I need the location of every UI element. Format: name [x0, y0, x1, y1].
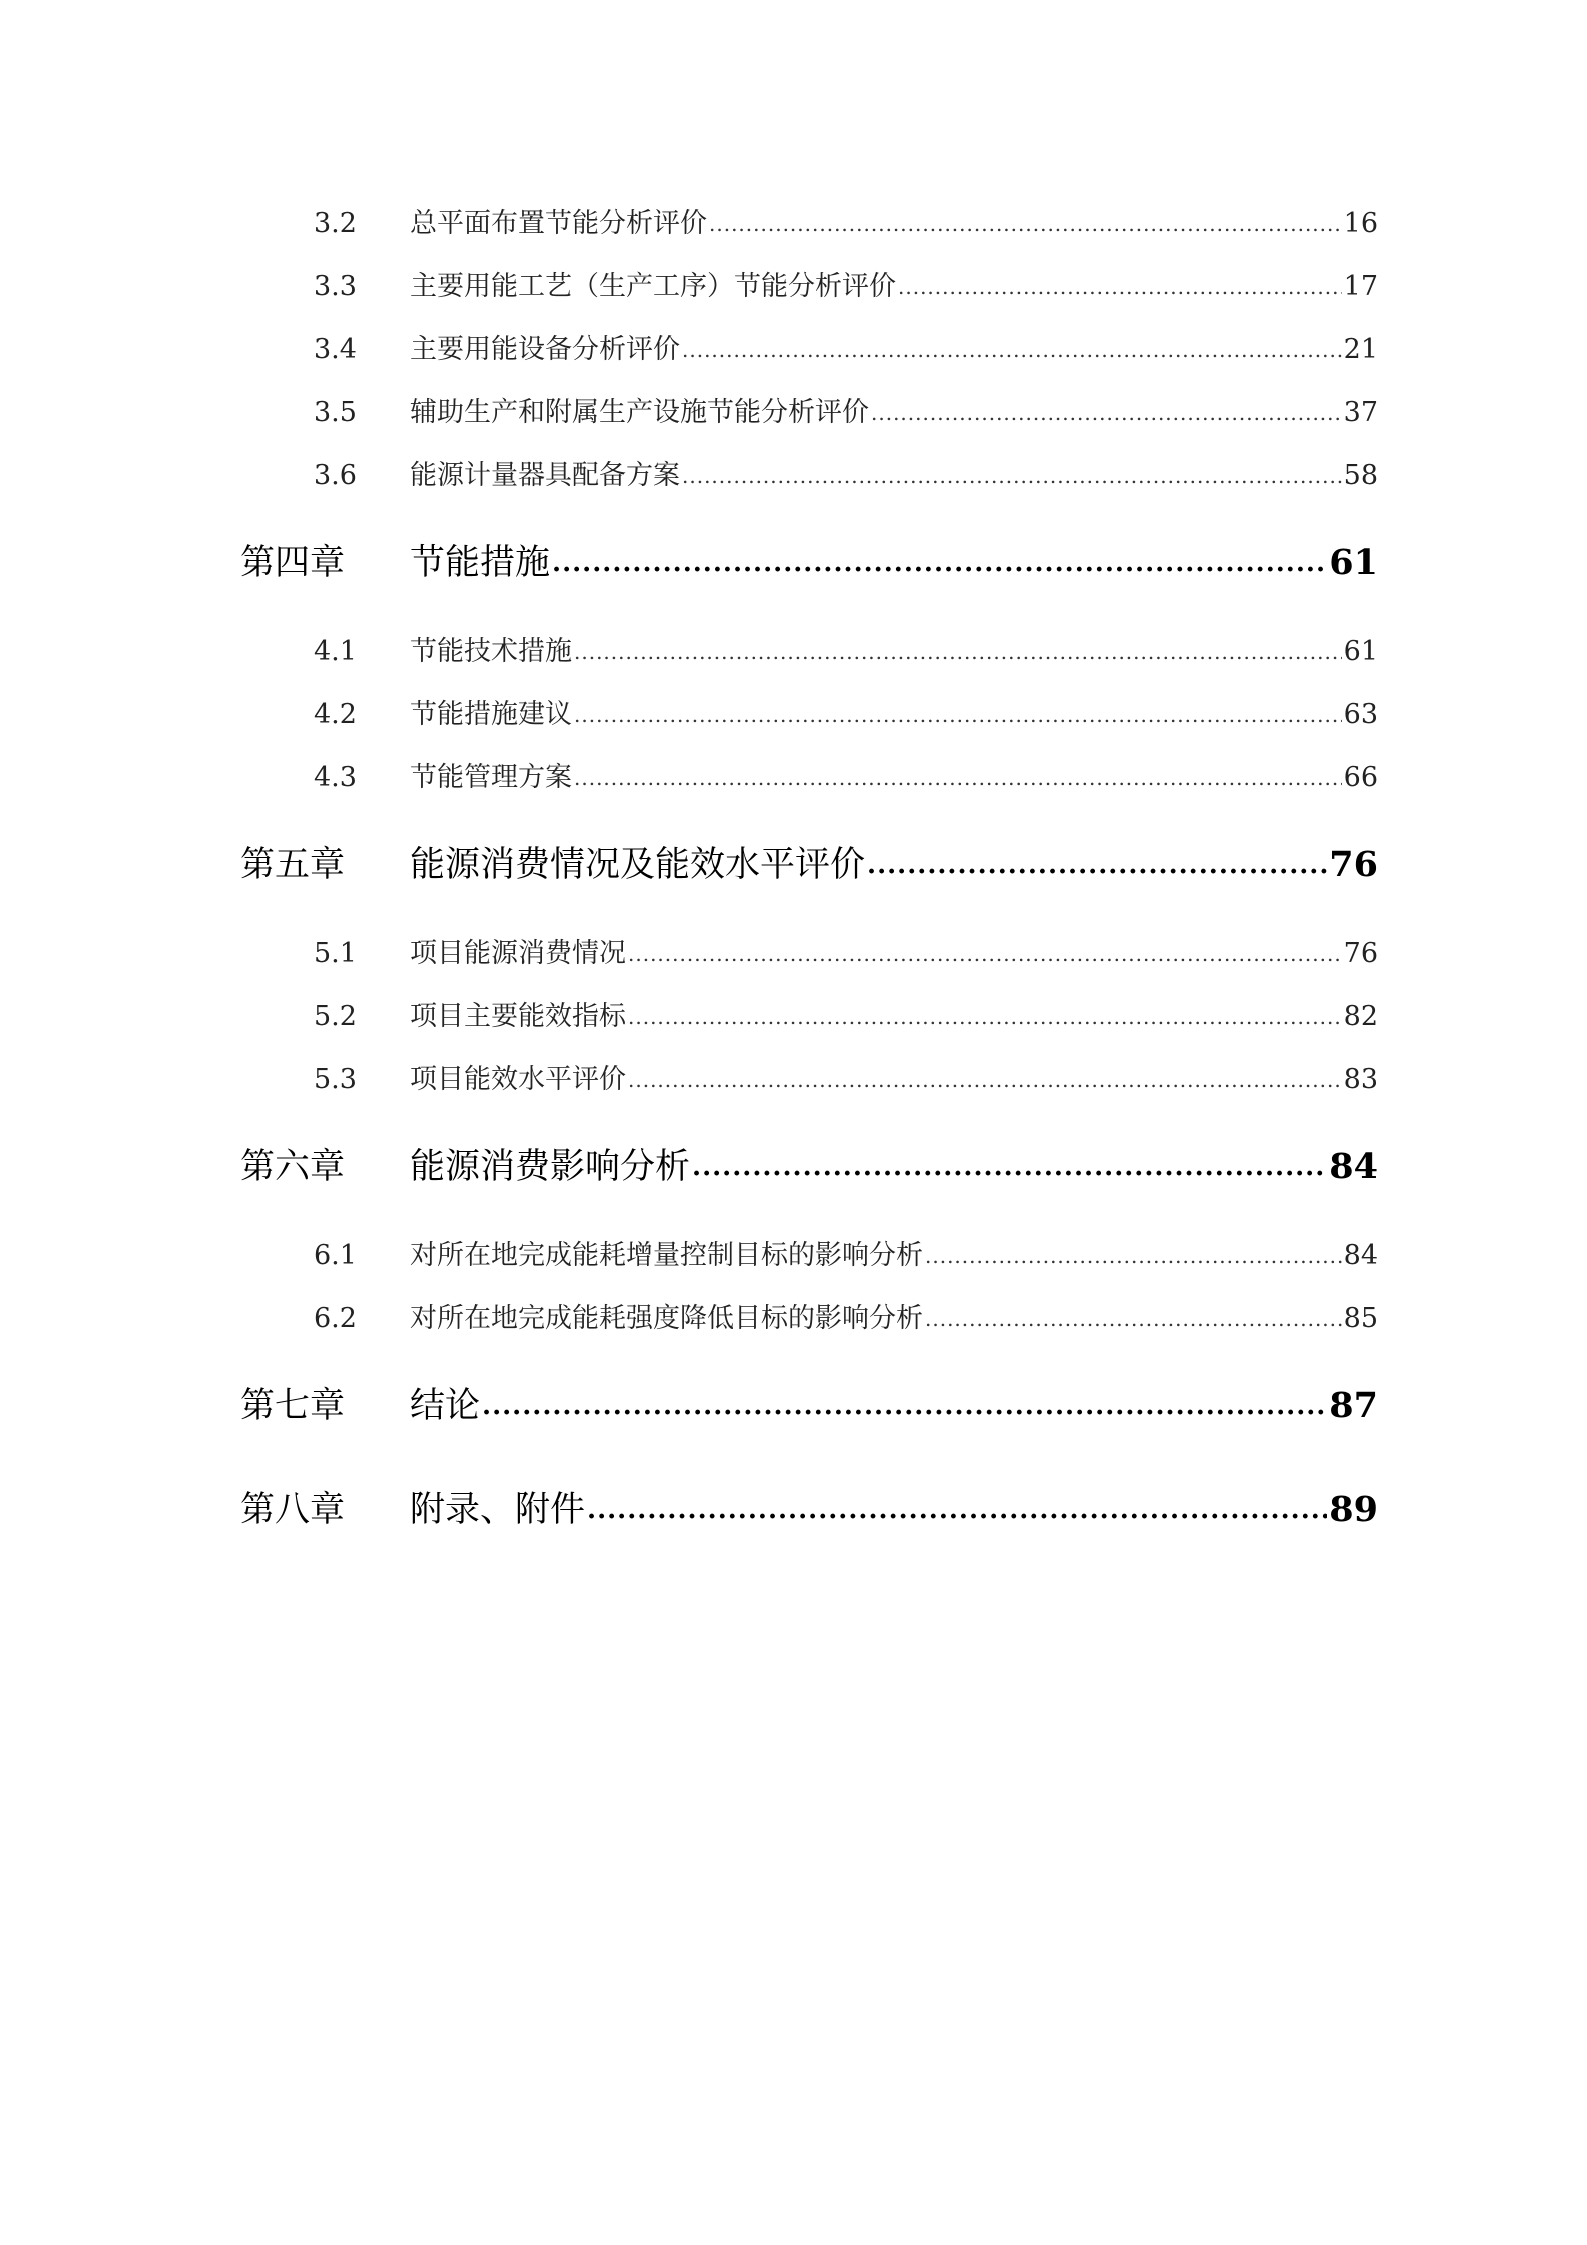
toc-page-number: 84	[1343, 1240, 1378, 1271]
toc-page-number: 58	[1343, 460, 1378, 491]
toc-title: 主要用能工艺（生产工序）节能分析评价	[410, 271, 896, 302]
toc-leader-dots	[925, 1236, 1342, 1276]
toc-page-number: 17	[1343, 271, 1378, 302]
toc-chapter-6[interactable]	[240, 1142, 1378, 1192]
toc-page-number: 61	[1343, 636, 1378, 667]
toc-title: 辅助生产和附属生产设施节能分析评价	[410, 397, 869, 428]
toc-page-number: 21	[1343, 334, 1378, 365]
toc-entry-6-1[interactable]	[240, 1236, 1378, 1276]
toc-number: 6.2	[314, 1303, 357, 1334]
toc-chapter-label: 第四章	[240, 543, 346, 583]
toc-number: 3.3	[314, 271, 357, 302]
toc-chapter-5[interactable]	[240, 840, 1378, 890]
toc-page-number: 61	[1329, 542, 1378, 583]
toc-title: 节能技术措施	[410, 636, 572, 667]
toc-number: 5.2	[314, 1001, 357, 1032]
toc-entry-6-2[interactable]	[240, 1299, 1378, 1339]
toc-page-number: 87	[1329, 1385, 1378, 1426]
toc-entry-3-5[interactable]	[240, 393, 1378, 433]
toc-page-number: 83	[1343, 1064, 1378, 1095]
toc-entry-3-3[interactable]	[240, 267, 1378, 307]
toc-title: 节能管理方案	[410, 762, 572, 793]
toc-entry-3-6[interactable]	[240, 456, 1378, 496]
toc-leader-dots	[628, 1060, 1342, 1100]
toc-leader-dots	[871, 393, 1342, 433]
toc-leader-dots	[628, 997, 1342, 1037]
toc-leader-dots	[574, 758, 1342, 798]
toc-number: 3.2	[314, 208, 357, 239]
toc-title: 对所在地完成能耗强度降低目标的影响分析	[410, 1303, 923, 1334]
toc-page-number: 82	[1343, 1001, 1378, 1032]
toc-leader-dots	[574, 695, 1342, 735]
toc-leader-dots	[925, 1299, 1342, 1339]
toc-chapter-7[interactable]	[240, 1381, 1378, 1431]
toc-chapter-4[interactable]	[240, 538, 1378, 588]
toc-entry-4-3[interactable]	[240, 758, 1378, 798]
toc-number: 4.2	[314, 699, 357, 730]
toc-chapter-label: 第八章	[240, 1490, 346, 1530]
toc-title: 项目主要能效指标	[410, 1001, 626, 1032]
toc-title: 主要用能设备分析评价	[410, 334, 680, 365]
toc-number: 3.4	[314, 334, 357, 365]
toc-entry-4-2[interactable]	[240, 695, 1378, 735]
toc-title: 对所在地完成能耗增量控制目标的影响分析	[410, 1240, 923, 1271]
toc-leader-dots	[682, 330, 1342, 370]
toc-entry-3-4[interactable]	[240, 330, 1378, 370]
toc-page-number: 89	[1329, 1489, 1378, 1530]
toc-page-number: 76	[1343, 938, 1378, 969]
toc-number: 6.1	[314, 1240, 357, 1271]
toc-page-number: 76	[1329, 844, 1378, 885]
toc-entry-3-2[interactable]	[240, 204, 1378, 244]
toc-title: 节能措施建议	[410, 699, 572, 730]
toc-page-number: 37	[1343, 397, 1378, 428]
toc-number: 3.6	[314, 460, 357, 491]
toc-title: 项目能源消费情况	[410, 938, 626, 969]
toc-title: 能源计量器具配备方案	[410, 460, 680, 491]
toc-number: 4.1	[314, 636, 357, 667]
toc-leader-dots	[587, 1485, 1327, 1535]
toc-page-number: 85	[1343, 1303, 1378, 1334]
toc-leader-dots	[682, 456, 1342, 496]
toc-chapter-label: 第五章	[240, 845, 346, 885]
toc-number: 5.1	[314, 938, 357, 969]
toc-leader-dots	[552, 538, 1327, 588]
toc-number: 4.3	[314, 762, 357, 793]
toc-chapter-label: 第六章	[240, 1147, 346, 1187]
toc-leader-dots	[709, 204, 1342, 244]
toc-leader-dots	[898, 267, 1342, 307]
toc-entry-5-1[interactable]	[240, 934, 1378, 974]
toc-page-number: 63	[1343, 699, 1378, 730]
toc-page-number: 16	[1343, 208, 1378, 239]
toc-leader-dots	[482, 1381, 1327, 1431]
toc-entry-4-1[interactable]	[240, 632, 1378, 672]
toc-title: 总平面布置节能分析评价	[410, 208, 707, 239]
toc-title: 项目能效水平评价	[410, 1064, 626, 1095]
toc-title: 能源消费情况及能效水平评价	[410, 845, 866, 885]
toc-title: 节能措施	[410, 543, 551, 583]
toc-number: 3.5	[314, 397, 357, 428]
toc-leader-dots	[628, 934, 1342, 974]
toc-page-number: 84	[1329, 1146, 1378, 1187]
toc-chapter-8[interactable]	[240, 1485, 1378, 1535]
toc-leader-dots	[867, 840, 1327, 890]
toc-title: 附录、附件	[410, 1490, 586, 1530]
toc-chapter-label: 第七章	[240, 1386, 346, 1426]
toc-leader-dots	[574, 632, 1342, 672]
toc-title: 能源消费影响分析	[410, 1147, 691, 1187]
toc-entry-5-3[interactable]	[240, 1060, 1378, 1100]
toc-entry-5-2[interactable]	[240, 997, 1378, 1037]
toc-leader-dots	[692, 1142, 1327, 1192]
toc-title: 结论	[410, 1386, 481, 1426]
toc-number: 5.3	[314, 1064, 357, 1095]
toc-page-number: 66	[1343, 762, 1378, 793]
